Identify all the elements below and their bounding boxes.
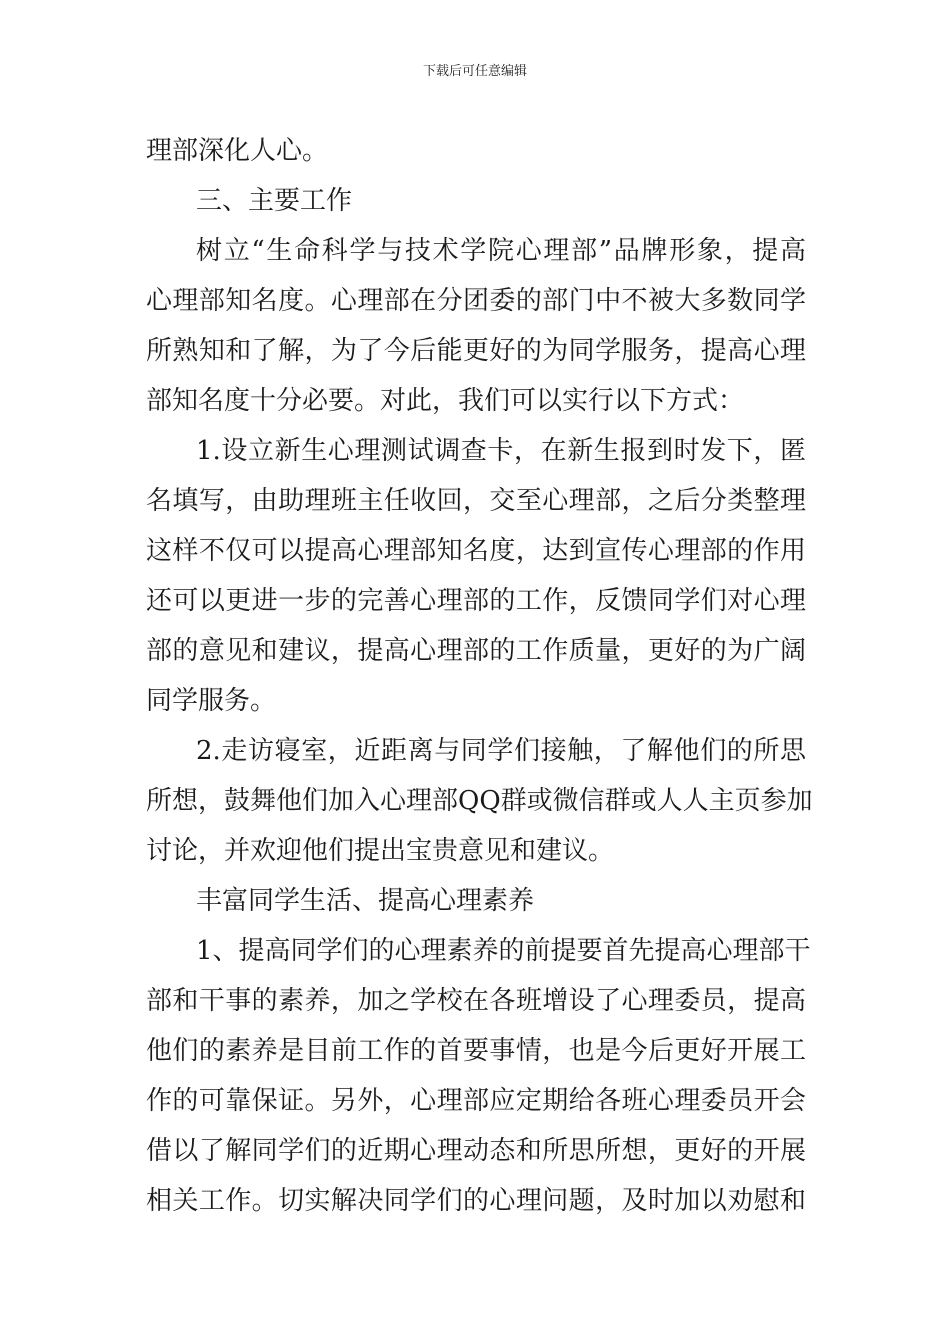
text-line: 部的意见和建议，提高心理部的工作质量，更好的为广阔 <box>146 636 806 666</box>
text-line: 所熟知和了解，为了今后能更好的为同学服务，提高心理 <box>146 336 806 366</box>
text-line: 2.走访寝室，近距离与同学们接触，了解他们的所思 <box>196 736 806 766</box>
document-body <box>146 126 813 1226</box>
text-line: 1.设立新生心理测试调查卡，在新生报到时发下，匿 <box>196 436 806 466</box>
text-line: 心理部知名度。心理部在分团委的部门中不被大多数同学 <box>146 286 806 316</box>
section-heading: 丰富同学生活、提高心理素养 <box>196 886 535 916</box>
text-line: 所想，鼓舞他们加入心理部QQ群或微信群或人人主页参加 <box>146 786 813 816</box>
text-line: 这样不仅可以提高心理部知名度，达到宣传心理部的作用 <box>146 536 806 566</box>
text-line: 1、提高同学们的心理素养的前提要首先提高心理部干 <box>196 936 811 966</box>
text-line: 讨论，并欢迎他们提出宝贵意见和建议。 <box>146 836 615 866</box>
text-line: 部和干事的素养，加之学校在各班增设了心理委员，提高 <box>146 986 806 1016</box>
section-heading: 三、主要工作 <box>196 186 353 216</box>
page-header-note: 下载后可任意编辑 <box>422 64 527 79</box>
text-line: 作的可靠保证。另外，心理部应定期给各班心理委员开会 <box>146 1086 806 1116</box>
text-line: 借以了解同学们的近期心理动态和所思所想，更好的开展 <box>146 1136 806 1166</box>
text-line: 树立“生命科学与技术学院心理部”品牌形象，提高 <box>196 236 806 266</box>
text-line: 部知名度十分必要。对此，我们可以实行以下方式： <box>146 386 745 416</box>
text-line: 相关工作。切实解决同学们的心理问题，及时加以劝慰和 <box>146 1186 806 1216</box>
text-line: 名填写，由助理班主任收回，交至心理部，之后分类整理 <box>146 486 806 516</box>
text-line: 同学服务。 <box>146 686 277 716</box>
text-line: 理部深化人心。 <box>146 136 329 166</box>
text-line: 他们的素养是目前工作的首要事情，也是今后更好开展工 <box>146 1036 806 1066</box>
text-line: 还可以更进一步的完善心理部的工作，反馈同学们对心理 <box>146 586 806 616</box>
